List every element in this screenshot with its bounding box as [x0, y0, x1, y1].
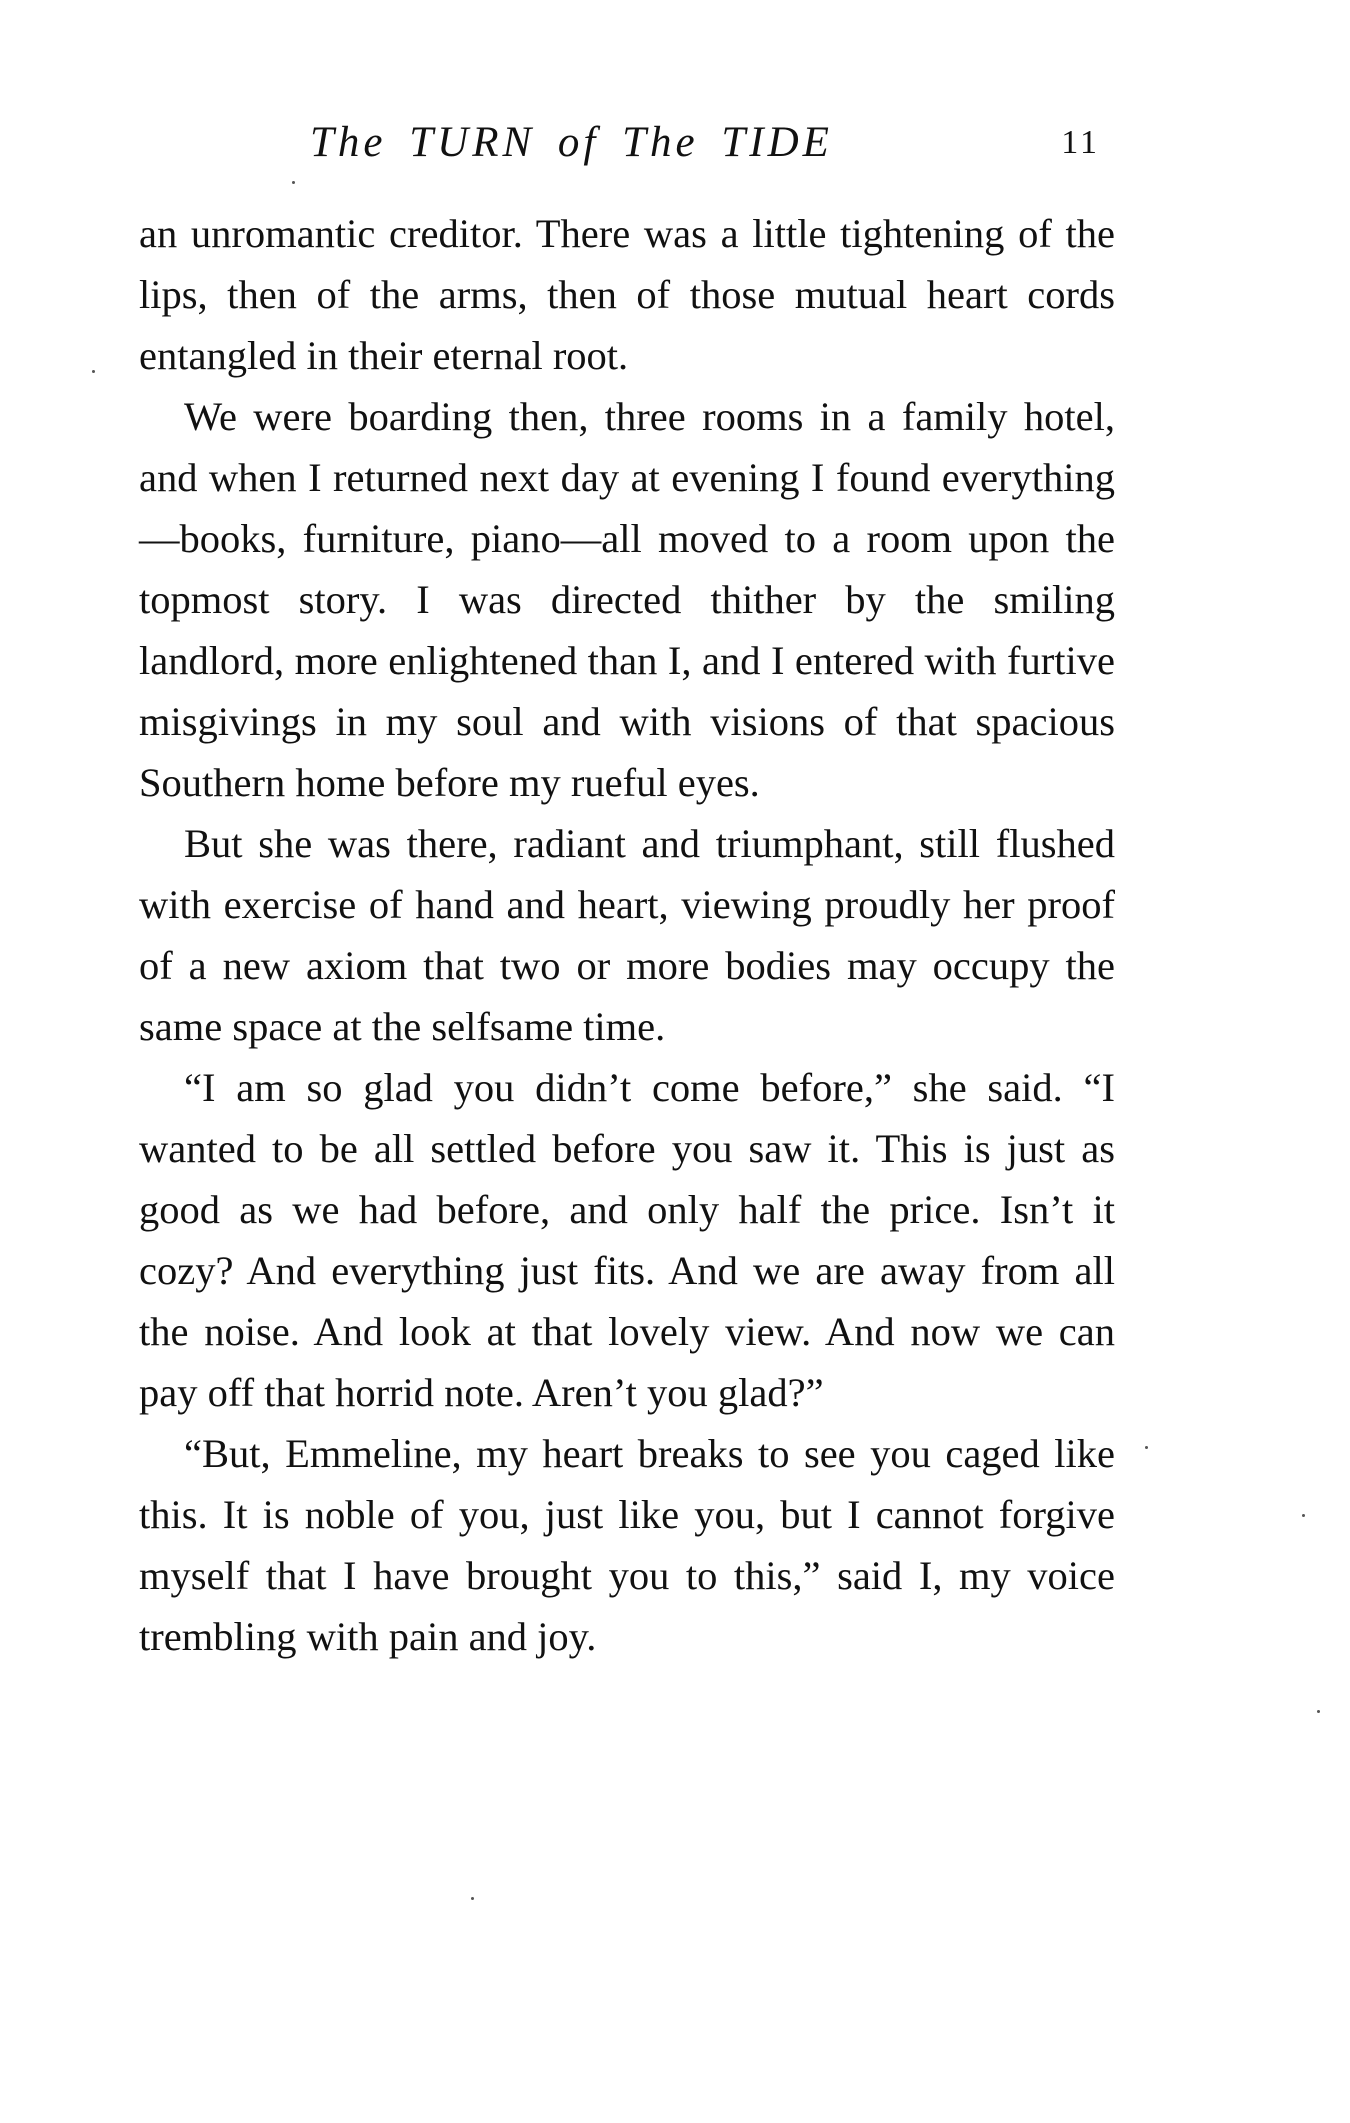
- paragraph-4: “I am so glad you didn’t come before,” she said. “I wanted to be all settled before you saw it. This is just as good as we had before, and only half the price. Isn’t it cozy? And everything just fits. And we are away from all the noise. And look at that lovely view. And now we can pay off that horrid note. Aren’t you glad?”: [139, 1065, 1115, 1415]
- scan-speck: [1302, 1514, 1305, 1517]
- paragraph-1: an unromantic creditor. There was a little tightening of the lips, then of the arms, then of those mutual heart cords entangled in their eternal root.: [139, 211, 1115, 378]
- paragraph-5: “But, Emmeline, my heart breaks to see you caged like this. It is noble of you, just like you, but I cannot forgive myself that I have brought you to this,” said I, my voice trembling with pain and joy.: [139, 1431, 1115, 1659]
- scan-speck: [292, 181, 295, 184]
- page-number: 11: [1061, 124, 1100, 161]
- paragraph-2: We were boarding then, three rooms in a family hotel, and when I returned next day at evening I found everything—books, furniture, piano—all moved to a room upon the topmost story. I was directed thither by the smiling landlord, more enlightened than I, and I entered with furtive misgivings in my soul and with visions of that spacious Southern home before my rueful eyes.: [139, 394, 1115, 805]
- scan-speck: [1317, 1710, 1320, 1713]
- running-title: The TURN of The TIDE: [310, 119, 833, 166]
- scan-speck: [1145, 1446, 1148, 1449]
- paragraph-3: But she was there, radiant and triumphant, still flushed with exercise of hand and heart, viewing proudly her proof of a new axiom that two or more bodies may occupy the same space at the selfsame time.: [139, 821, 1115, 1049]
- scan-speck: [471, 1897, 474, 1900]
- running-head: [140, 118, 1140, 178]
- body-text: [139, 203, 1115, 1667]
- scan-speck: [92, 370, 95, 373]
